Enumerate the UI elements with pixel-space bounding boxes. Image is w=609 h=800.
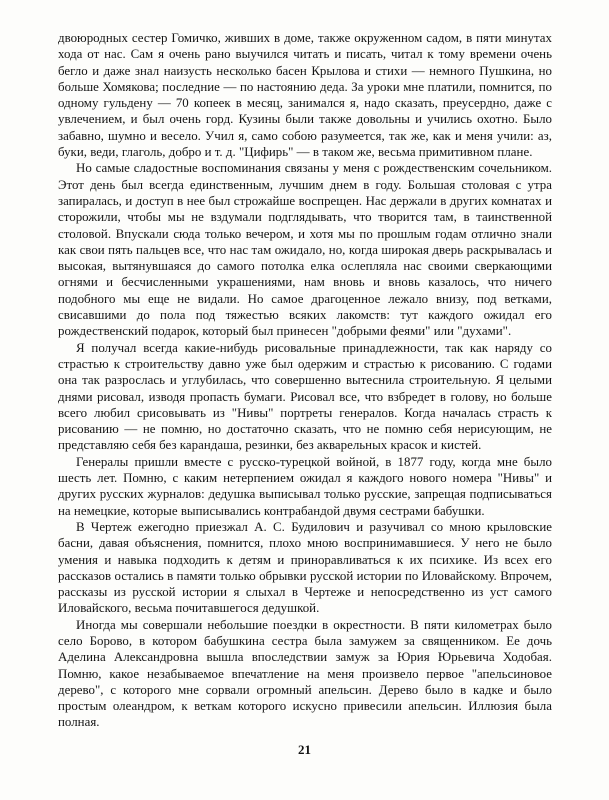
paragraph: двоюродных сестер Гомичко, живших в доме, также окруженном садом, в пяти минутах хода от нас. Сам я очень рано выучился читать и писать, читал к тому времени очень бегло и даже знал наизусть несколько басен Крылова и стихи — немного Пушкина, но больше Хомякова; последние — по настоянию деда. За уроки мне платили, помнится, по одному гульдену — 70 копеек в месяц, занимался я, надо сказать, преусердно, даже с увлечением, и был очень горд. Кузины были также довольны и учились охотно. Было забавно, шумно и весело. Учил я, само собою разумеется, так же, как и меня учили: аз, буки, веди, глаголь, добро и т. д. "Цифирь" — в таком же, весьма примитивном плане. <box>58 31 552 160</box>
paragraph: Но самые сладостные воспоминания связаны у меня с рождественским сочельником. Этот день был всегда единственным, лучшим днем в году. Большая столовая с утра запиралась, и доступ в нее был строжайше воспрещен. Нас держали в других комнатах и сторожили, чтобы мы не вздумали подглядывать, что творится там, в таинственной столовой. Впускали сюда только вечером, и хотя мы по прошлым годам отлично знали как свои пять пальцев все, что нас там ожидало, но, когда широкая дверь раскрывалась и высокая, вытянувшаяся до самого потолка елка ослепляла нас своими сверкающими огнями и бесчисленными украшениями, нам вновь и вновь казалось, что ничего подобного мы еще не видали. Но самое драгоценное лежало внизу, под ветками, свисавшими до пола под тяжестью всяких лакомств: тут каждого ожидал его рождественский подарок, который был принесен "добрыми феями" или "духами". <box>58 161 552 339</box>
paragraph: Я получал всегда какие-нибудь рисовальные принадлежности, так как наряду со страстью к строительству давно уже был одержим и страстью к рисованию. С годами она так разрослась и углубилась, что совершенно вытеснила строительную. Я целыми днями рисовал, изводя пропасть бумаги. Рисовал все, что взбредет в голову, но больше всего любил срисовывать из "Нивы" портреты генералов. Когда началась страсть к рисованию — не помню, но достаточно сказать, что не помню себя нерисующим, не представляю себя без карандаша, резинки, без акварельных красок и кистей. <box>58 340 552 453</box>
paragraph: Иногда мы совершали небольшие поездки в окрестности. В пяти километрах было село Борово, в котором бабушкина сестра была замужем за священником. Ее дочь Аделина Александровна вышла впоследствии замуж за Юрия Юрьевича Ходобая. Помню, какое незабываемое впечатление на меня произвело первое "апельсиновое дерево", с которого мне сорвали огромный апельсин. Дерево было в кадке и было простым олеандром, к веткам которого искусно привесили апельсин. Иллюзия была полная. <box>58 617 552 730</box>
page-number: 21 <box>298 742 311 757</box>
body-text <box>58 30 552 731</box>
paragraph: Генералы пришли вместе с русско-турецкой войной, в 1877 году, когда мне было шесть лет. Помню, с каким нетерпением ожидал я каждого нового номера "Нивы" и других русских журналов: дедушка выписывал только русские, запрещая подписываться на немецкие, которые выписывались контрабандой двумя сестрами бабушки. <box>58 454 552 518</box>
paragraph: В Чертеж ежегодно приезжал А. С. Будилович и разучивал со мною крыловские басни, давая объяснения, помнится, плохо мною воспринимавшиеся. У него не было умения и навыка подходить к детям и приноравливаться к их психике. Из всех его рассказов остались в памяти только обрывки русской истории по Иловайскому. Впрочем, рассказы из русской истории я слыхал в Чертеже и непосредственно из уст самого Иловайского, весьма почитавшегося дедушкой. <box>58 519 552 616</box>
